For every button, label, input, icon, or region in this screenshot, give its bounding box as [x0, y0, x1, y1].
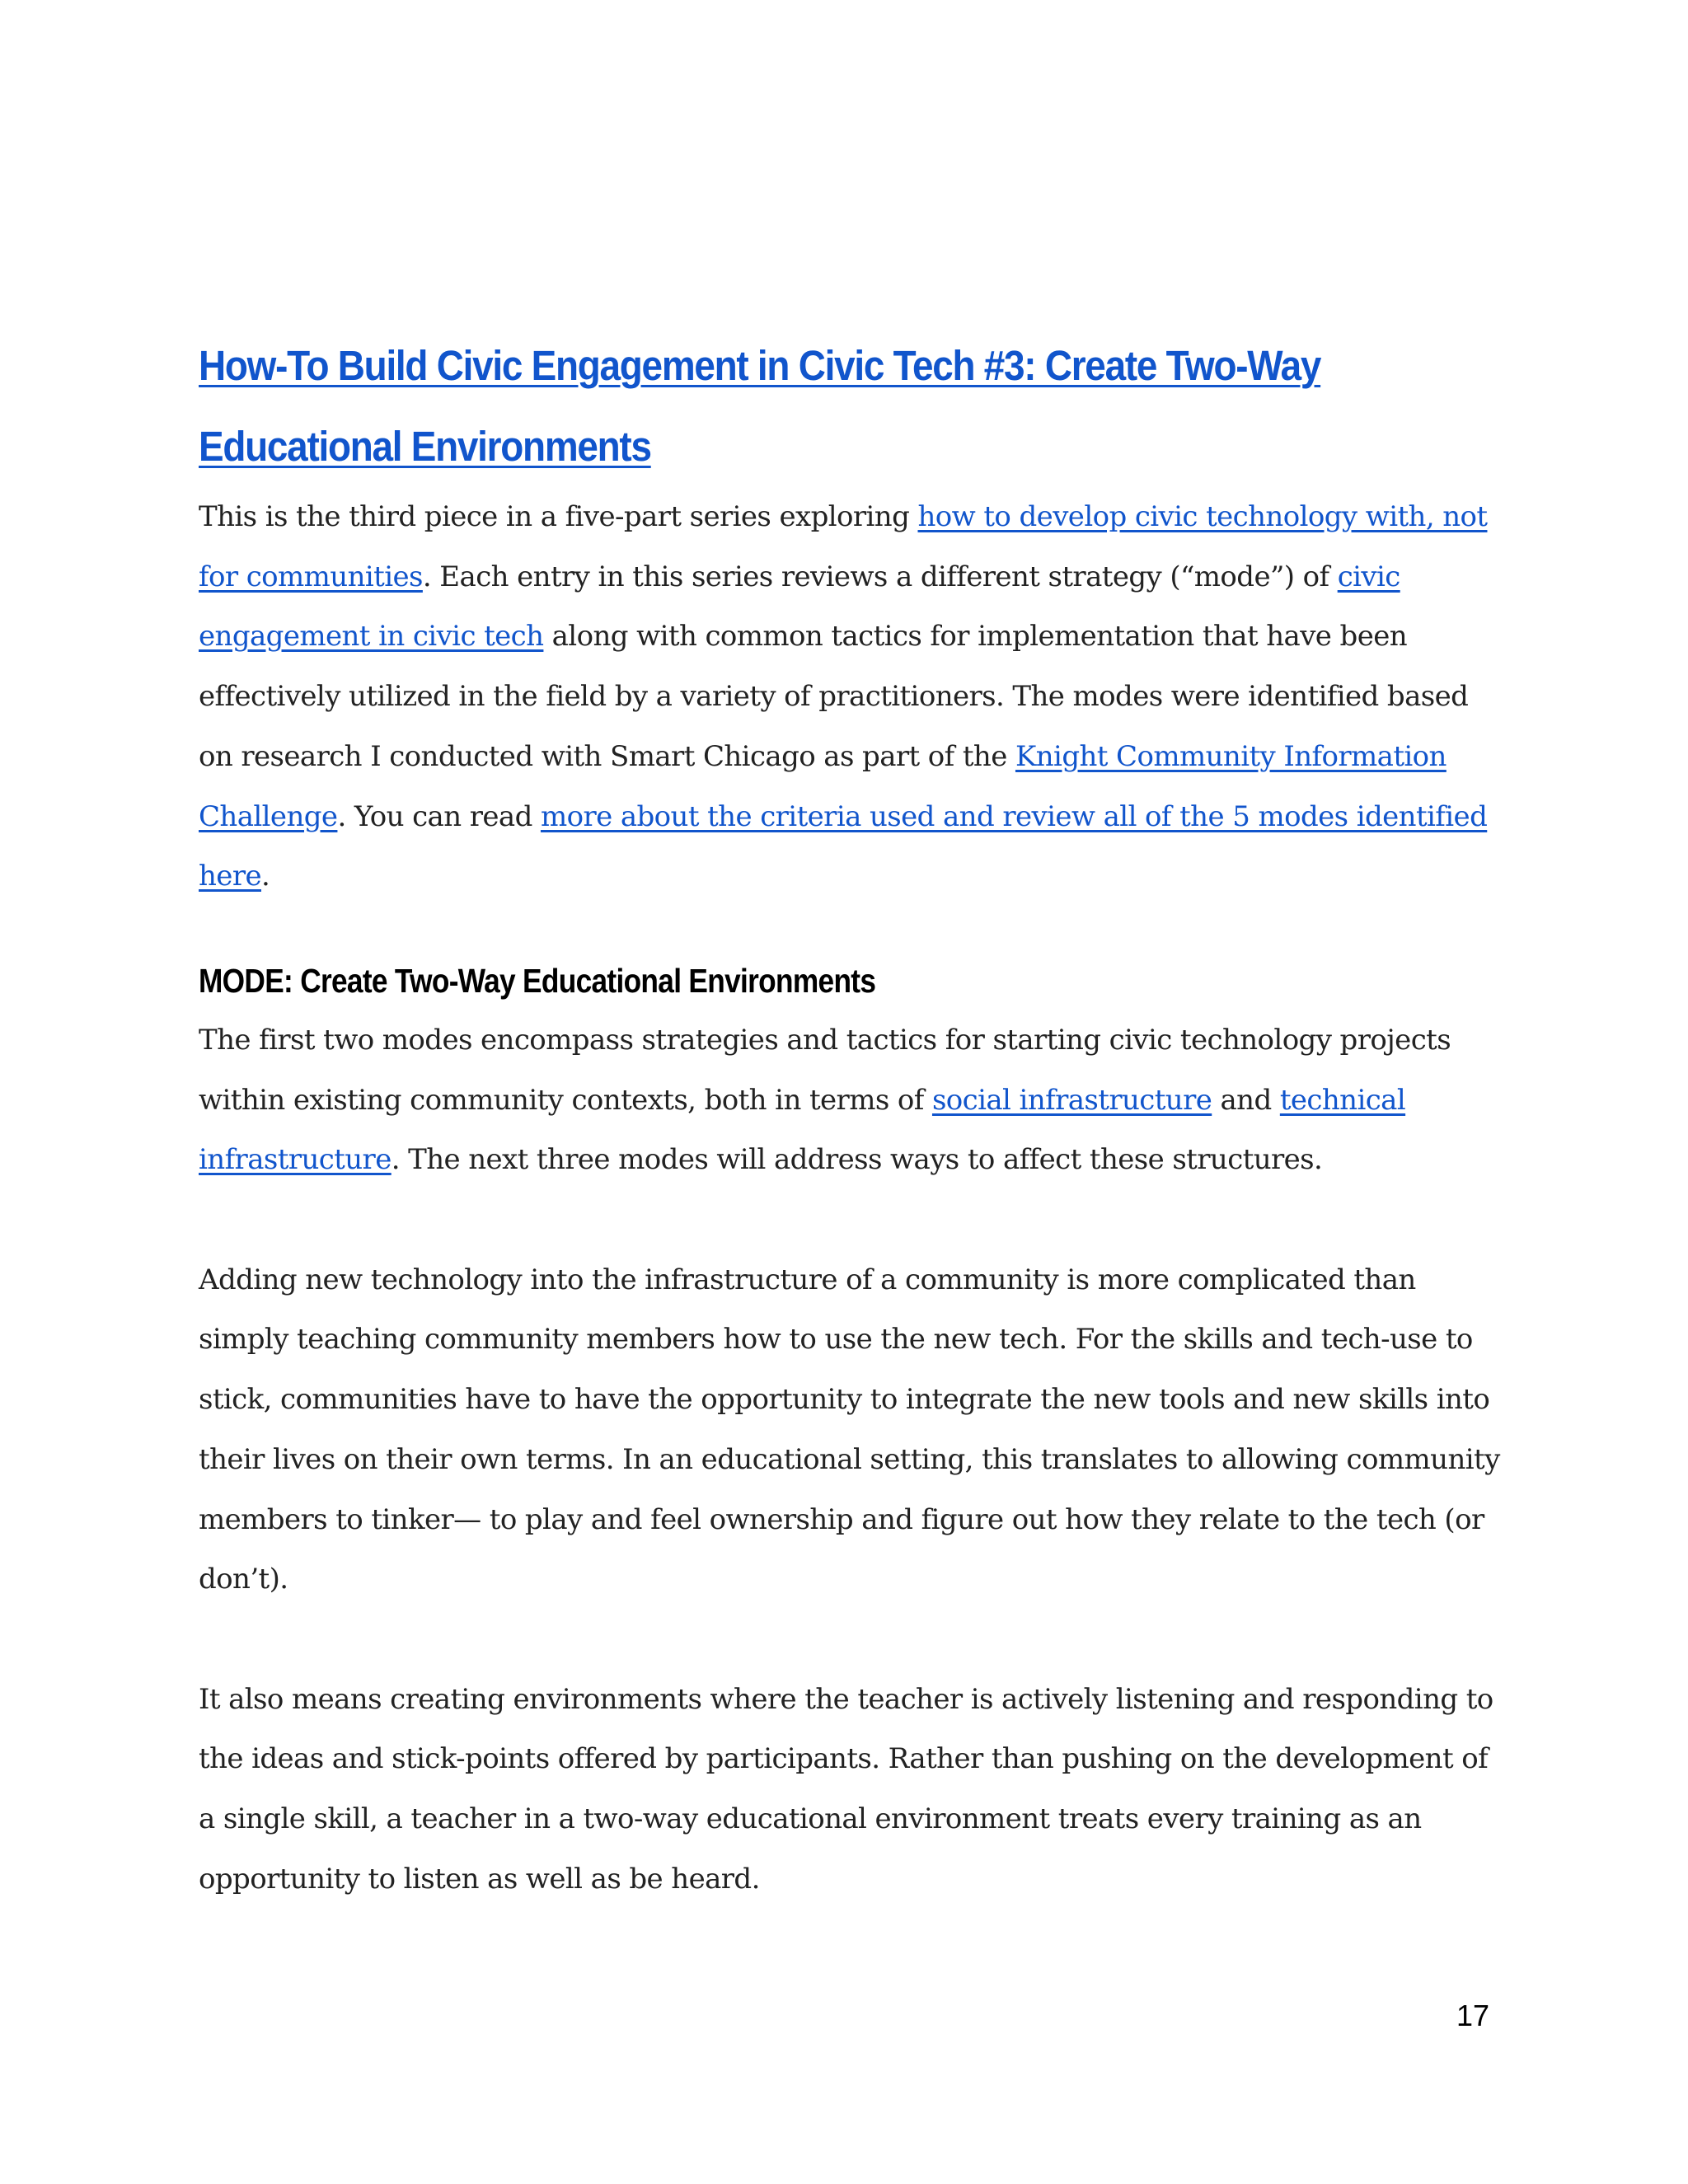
intro-text-1: This is the third piece in a five-part series exploring: [199, 500, 918, 533]
title-link-line2[interactable]: Educational Environments: [199, 423, 651, 470]
paragraph-adding-technology: Adding new technology into the infrastructure of a community is more complicated than simply teaching community members how to use the new tech. For the skills and tech-use to stick, communities have to have the opportunity to integrate the new tools and new skills into their lives on their own terms. In an educational setting, this translates to allowing community members to tinker— to play and feel ownership and figure out how they relate to the tech (or don’t).: [199, 1263, 1500, 1596]
page-number: 17: [1456, 1999, 1489, 2032]
link-technical-infrastructure[interactable]: technical infrastructure: [199, 1083, 1406, 1177]
title-link-line1[interactable]: How-To Build Civic Engagement in Civic Tech #3: Create Two-Way: [199, 342, 1321, 389]
para1-text-2: and: [1212, 1083, 1280, 1117]
intro-paragraph: [199, 487, 1505, 907]
page-content: [199, 326, 1505, 1909]
intro-text-4: . You can read: [337, 799, 541, 833]
link-civic-engagement[interactable]: civic engagement in civic tech: [199, 560, 1400, 654]
paragraph-modes: [199, 1010, 1505, 1190]
mode-heading: MODE: Create Two-Way Educational Environments: [199, 961, 876, 1000]
link-social-infrastructure[interactable]: social infrastructure: [931, 1083, 1212, 1117]
intro-text-5: .: [261, 860, 270, 893]
link-criteria-modes[interactable]: more about the criteria used and review all of the 5 modes identified here: [199, 799, 1488, 893]
para1-text-1: The first two modes encompass strategies and tactics for starting civic technology projects within existing community contexts, both in terms of: [199, 1023, 1451, 1117]
intro-text-3: along with common tactics for implementation that have been effectively utilized in the field by a variety of practitioners. The modes were identified based on research I conducted with Smart Chicago as part of the: [199, 620, 1469, 773]
article-title: [199, 326, 1460, 487]
para1-text-3: . The next three modes will address ways to affect these structures.: [391, 1143, 1323, 1177]
paragraph-teacher-listening: It also means creating environments where the teacher is actively listening and responding to the ideas and stick-points offered by participants. Rather than pushing on the development of a single skill, a teacher in a two-way educational environment treats every training as an opportunity to listen as well as be heard.: [199, 1682, 1493, 1896]
link-knight-challenge[interactable]: Knight Community Information Challenge: [199, 739, 1447, 833]
paragraph-spacer: [199, 1190, 1505, 1250]
paragraph-spacer: [199, 1610, 1505, 1670]
intro-text-2: . Each entry in this series reviews a different strategy (“mode”) of: [422, 560, 1338, 593]
link-develop-with-not-for[interactable]: how to develop civic technology with, not for communities: [199, 500, 1488, 593]
